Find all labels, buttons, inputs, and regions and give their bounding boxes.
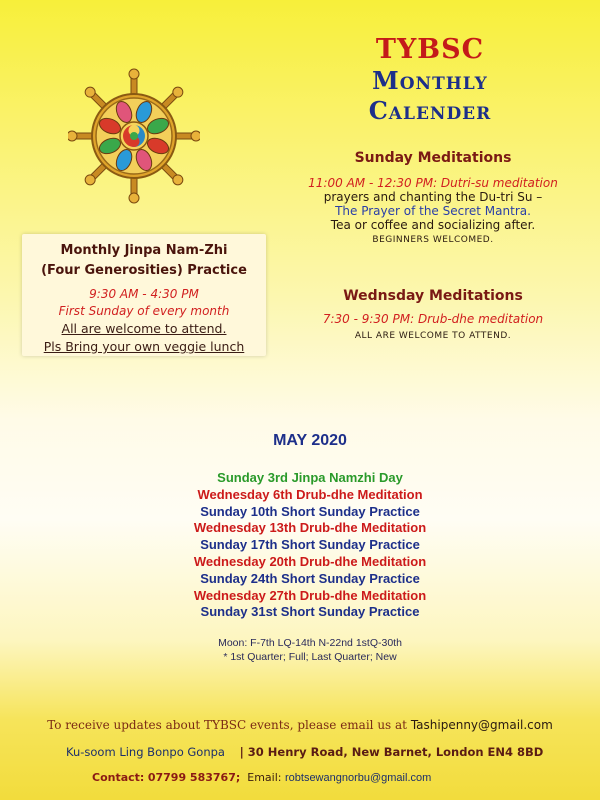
contact-label: Contact: [92, 771, 145, 784]
contact-phone[interactable]: 07799 583767; [147, 771, 241, 784]
email-label: Email: [247, 771, 282, 784]
sunday-desc: prayers and chanting the Du-tri Su – [323, 190, 543, 204]
sunday-time: 11:00 AM - 12:30 PM: Dutri-su meditation [308, 176, 558, 190]
title-line-1: Monthly [372, 66, 488, 95]
sunday-prayer: The Prayer of the Secret Mantra. [335, 204, 531, 218]
monthly-lunch: Pls Bring your own veggie lunch [43, 339, 245, 354]
moon-dates: Moon: F-7th LQ-14th N-22nd 1stQ-30th [218, 637, 402, 649]
contact-email-link[interactable]: robtsewangnorbu@gmail.com [284, 772, 432, 784]
event-item: Wednesday 20th Drub-dhe Meditation [193, 553, 427, 569]
sunday-heading: Sunday Meditations [354, 150, 512, 166]
event-item: Wednesday 13th Drub-dhe Meditation [193, 520, 427, 536]
event-item: Sunday 10th Short Sunday Practice [200, 503, 420, 519]
wednesday-section [300, 288, 566, 341]
moon-note: * 1st Quarter; Full; Last Quarter; New [223, 651, 397, 663]
venue-name: Ku-soom Ling Bonpo Gonpa [66, 745, 225, 759]
venue-address: | 30 Henry Road, New Barnet, London EN4 8BD [239, 745, 544, 759]
sunday-beginners: BEGINNERS WELCOMED. [372, 235, 494, 245]
address-line [66, 745, 586, 759]
sunday-tea: Tea or coffee and socializing after. [330, 218, 536, 232]
dharma-wheel-icon [68, 68, 200, 204]
event-item: Wednesday 6th Drub-dhe Meditation [197, 486, 423, 502]
monthly-welcome: All are welcome to attend. [61, 321, 227, 336]
monthly-time: 9:30 AM - 4:30 PM [89, 287, 199, 301]
moon-phases [150, 636, 470, 664]
wednesday-time: 7:30 - 9:30 PM: Drub-dhe meditation [322, 312, 544, 326]
event-item: Sunday 24th Short Sunday Practice [200, 570, 420, 586]
wednesday-welcome: ALL ARE WELCOME TO ATTEND. [354, 331, 512, 341]
updates-text: To receive updates about TYBSC events, please email us at [47, 718, 407, 732]
event-item: Sunday 3rd Jinpa Namzhi Day [217, 470, 403, 485]
title-line-2: Calender [368, 96, 492, 125]
wednesday-heading: Wednsday Meditations [343, 288, 523, 304]
event-item: Sunday 31st Short Sunday Practice [200, 604, 420, 620]
monthly-practice-box [22, 234, 266, 356]
monthly-title-2: (Four Generosities) Practice [41, 263, 247, 278]
event-item: Sunday 17th Short Sunday Practice [200, 537, 420, 553]
contact-line [92, 771, 572, 784]
updates-email-link[interactable]: Tashipenny@gmail.com [410, 718, 553, 732]
event-item: Wednesday 27th Drub-dhe Meditation [193, 587, 427, 603]
org-title: TYBSC [375, 34, 485, 65]
month-heading: MAY 2020 [273, 432, 347, 449]
title-block [330, 34, 530, 126]
updates-line [0, 718, 600, 732]
sunday-section [300, 150, 566, 245]
monthly-when: First Sunday of every month [58, 304, 230, 318]
monthly-title-1: Monthly Jinpa Nam-Zhi [60, 243, 228, 258]
event-list [150, 470, 470, 621]
